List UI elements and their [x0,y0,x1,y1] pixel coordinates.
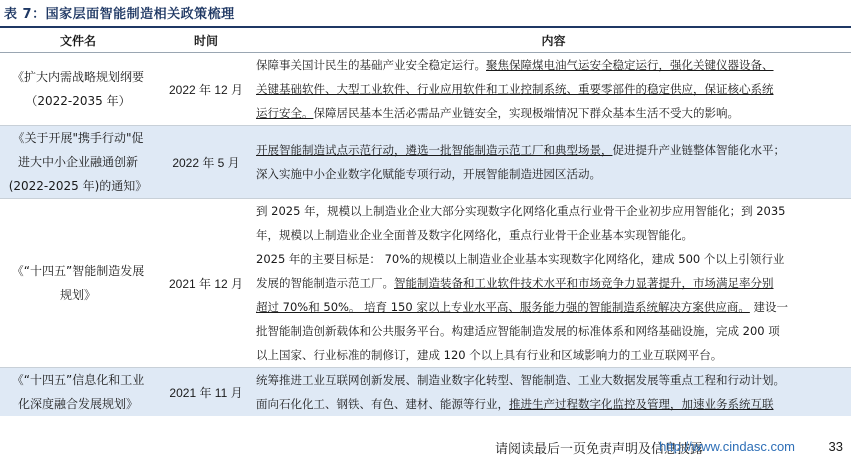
content-segment-underlined: 关键基础软件、大型工业软件、行业应用软件和工业控制系统、重要零部件的稳定供应，保证核心系统 [256,82,774,96]
row-content-cell [256,126,851,199]
name-line: （2022-2035 年） [25,94,131,108]
content-segment: 统筹推进工业互联网创新发展、制造业数字化转型、智能制造、工业大数据发展等重点工程和行动计划。 [256,373,785,387]
header-time: 时间 [156,28,256,53]
content-segment-underlined: 运行安全。 [256,106,314,120]
table-row [0,368,851,417]
content-segment: 年，规模以上制造业企业全面普及数字化网络化，重点行业骨干企业基本实现智能化。 [256,228,693,242]
content-segment-underlined: 智能制造装备和工业软件技术水平和市场竞争力显著提升，市场满足率分别 [394,276,774,290]
content-segment: 深入实施中小企业数字化赋能专项行动，开展智能制造进园区活动。 [256,167,601,181]
row-content-cell [256,368,851,417]
name-line: 化深度融合发展规划》 [17,397,138,411]
row-name-cell [0,199,156,368]
content-line [256,271,851,295]
page-footer [0,435,851,457]
row-time: 2021 年 12 月 [156,199,256,368]
content-line [256,223,851,247]
content-segment: 批智能制造创新载体和公共服务平台。构建适应智能制造发展的标准体系和网络基础设施，完成 200 项 [256,324,780,338]
name-line: 《扩大内需战略规划纲要 [11,70,144,84]
content-line [256,343,851,367]
row-content-cell [256,53,851,126]
header-content: 内容 [256,28,851,53]
content-segment: 发展的智能制造示范工厂。 [256,276,394,290]
name-line: 《“十四五”智能制造发展 [11,264,145,278]
name-line: 规划》 [59,288,96,302]
content-line [256,199,851,223]
disclaimer-text: 请阅读最后一页免责声明及信息披露 [494,442,703,457]
row-time: 2022 年 12 月 [156,53,256,126]
content-segment-underlined: 推进生产过程数字化监控及管理，加速业务系统互联 [509,397,774,411]
policy-table [0,28,851,416]
row-name-cell [0,126,156,199]
content-line [256,53,851,77]
content-line [256,247,851,271]
table-row [0,199,851,368]
content-segment: 保障事关国计民生的基础产业安全稳定运行。 [256,58,486,72]
content-segment: 保障居民基本生活必需品产业链安全，实现极端情况下群众基本生活不受大的影响。 [313,106,739,120]
page-number: 33 [828,439,843,454]
content-segment-underlined: 超过 70%和 50%。 培育 150 家以上专业水平高、服务能力强的智能制造系统解决方案供应商。 [256,300,750,314]
table-title: 表 7：国家层面智能制造相关政策梳理 [4,7,235,22]
content-segment-underlined: 聚焦保障煤电油气运安全稳定运行，强化关键仪器设备、 [486,58,774,72]
table-row [0,53,851,126]
content-line [256,392,851,416]
content-segment: 2025 年的主要目标是： 70%的规模以上制造业企业基本实现数字化网络化，建成 500 个以上引领行业 [256,252,785,266]
content-segment: 以上国家、行业标准的制修订，建成 120 个以上具有行业和区域影响力的工业互联网平台。 [256,348,723,362]
row-name-cell [0,368,156,417]
name-line: 《“十四五”信息化和工业 [11,373,145,387]
row-time: 2021 年 11 月 [156,368,256,417]
content-segment: 建设一 [749,300,789,314]
content-segment: 面向石化化工、钢铁、有色、建材、能源等行业， [256,397,509,411]
content-line [256,368,851,392]
content-line [256,162,851,186]
header-name: 文件名 [0,28,156,53]
row-content-cell [256,199,851,368]
name-line: 《关于开展"携手行动"促 [12,131,144,145]
row-time: 2022 年 5 月 [156,126,256,199]
name-line: (2022-2025 年)的通知》 [8,179,148,193]
content-line [256,77,851,101]
website-link[interactable]: http://www.cindasc.com [659,439,795,454]
content-line [256,101,851,125]
content-line [256,319,851,343]
table-header-row [0,28,851,53]
content-segment-underlined: 开展智能制造试点示范行动，遴选一批智能制造示范工厂和典型场景， [256,143,613,157]
table-row [0,126,851,199]
content-line [256,138,851,162]
row-name-cell [0,53,156,126]
content-segment: 促进提升产业链整体智能化水平； [612,143,785,157]
name-line: 进大中小企业融通创新 [17,155,138,169]
content-segment: 到 2025 年，规模以上制造业企业大部分实现数字化网络化重点行业骨干企业初步应用智能化；到 2035 [256,204,786,218]
content-line [256,295,851,319]
